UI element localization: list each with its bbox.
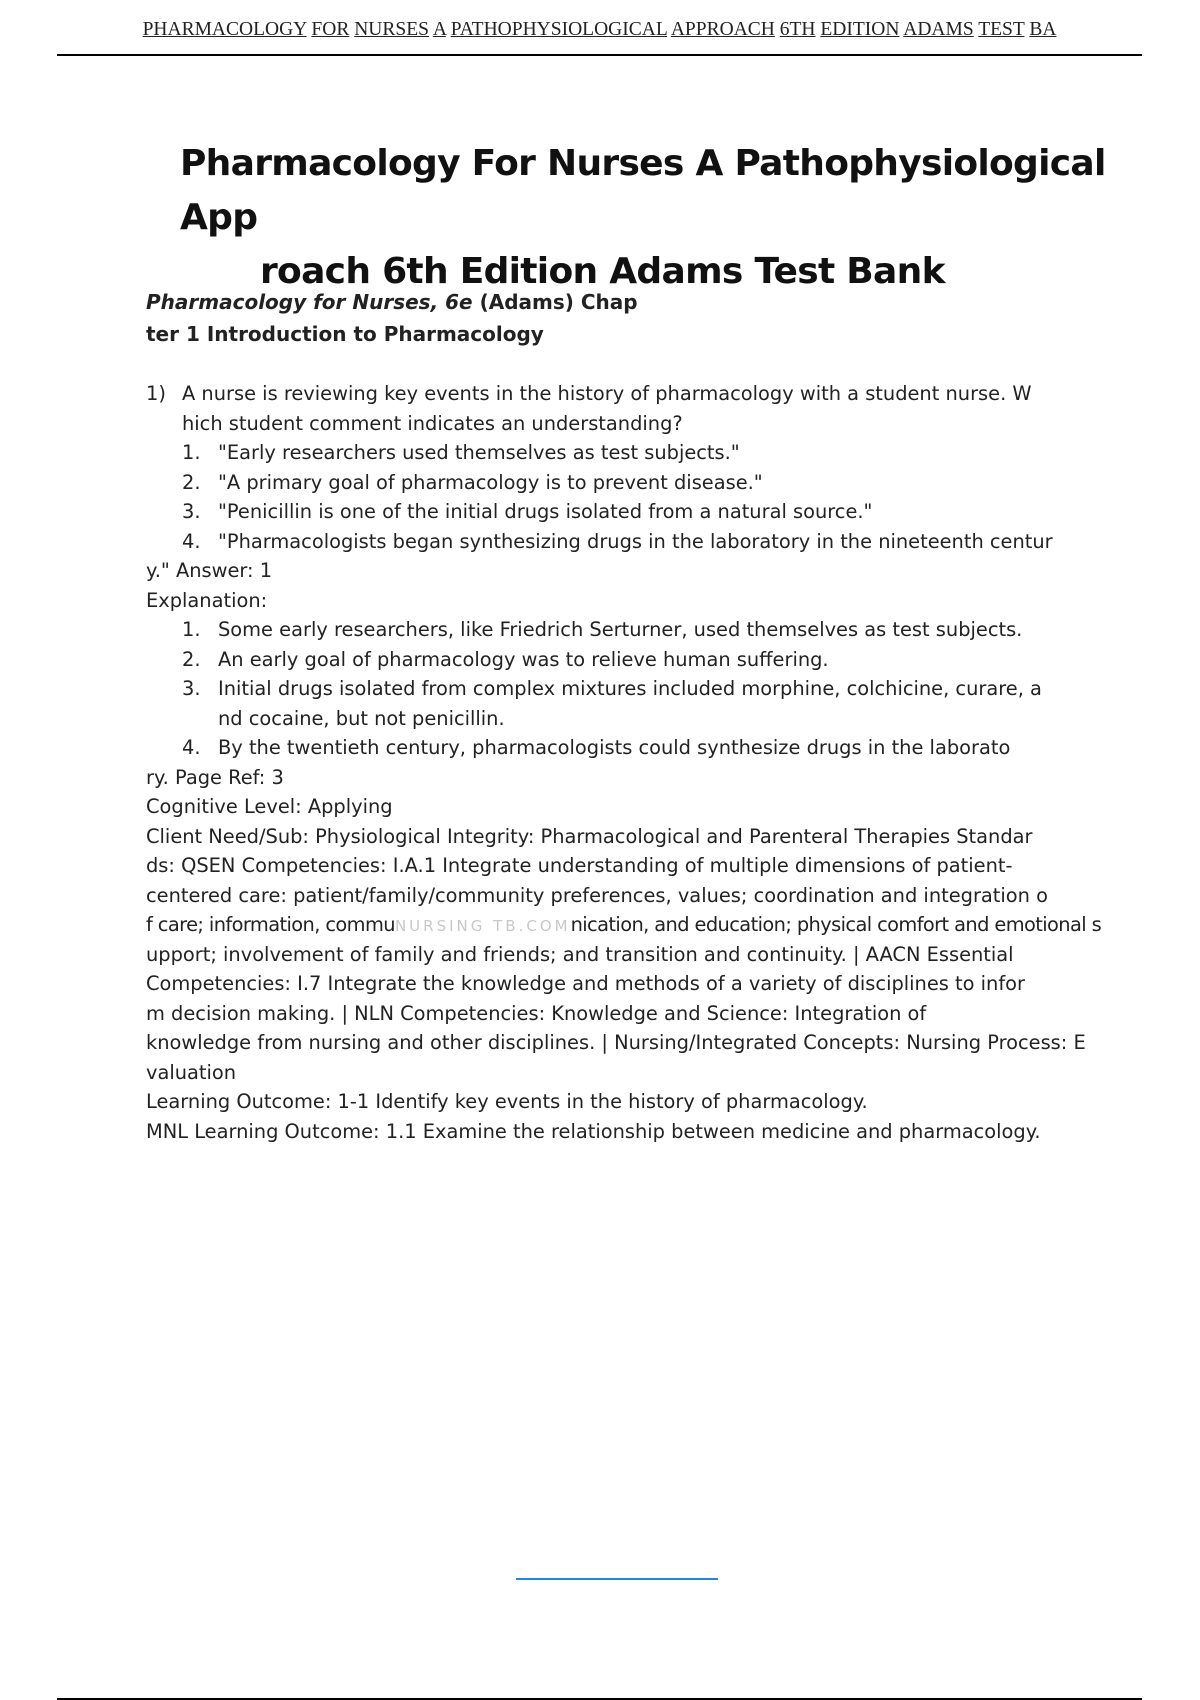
- answer-option: 1. "Early researchers used themselves as test subjects.": [182, 441, 740, 464]
- document-title: [180, 137, 1140, 299]
- header-word[interactable]: EDITION: [820, 19, 900, 40]
- answer-line: y." Answer: 1: [146, 559, 273, 582]
- title-line-2: roach 6th Edition Adams Test Bank: [260, 251, 945, 292]
- chapter-heading-rest: (Adams) Chap: [472, 290, 638, 314]
- question-stem: A nurse is reviewing key events in the history of pharmacology with a student nurse. W: [182, 382, 1032, 405]
- header-word[interactable]: PHARMACOLOGY: [142, 19, 307, 40]
- explanation-label: Explanation:: [146, 588, 268, 612]
- client-need-line: knowledge from nursing and other disciplines. | Nursing/Integrated Concepts: Nursing Process: E: [146, 1031, 1086, 1054]
- footer-link[interactable]: [516, 1578, 718, 1580]
- header-word[interactable]: NURSES: [354, 19, 429, 40]
- answer-option: 3. "Penicillin is one of the initial drugs isolated from a natural source.": [182, 500, 873, 523]
- running-header: [57, 16, 1142, 56]
- header-word[interactable]: TEST: [978, 19, 1025, 40]
- question-block: [146, 379, 1136, 1146]
- client-need-line: ds: QSEN Competencies: I.A.1 Integrate understanding of multiple dimensions of patient-: [146, 854, 1013, 877]
- header-word[interactable]: BA: [1029, 19, 1057, 40]
- client-need-line: centered care: patient/family/community preferences, values; coordination and integration o: [146, 883, 1048, 907]
- book-title: Pharmacology for Nurses, 6e: [146, 290, 473, 314]
- header-word[interactable]: FOR: [311, 19, 350, 40]
- header-word[interactable]: ADAMS: [903, 19, 974, 40]
- explanation-item: 1. Some early researchers, like Friedrich Serturner, used themselves as test subjects.: [182, 618, 1023, 641]
- explanation-item-cont: nd cocaine, but not penicillin.: [218, 706, 505, 730]
- header-word[interactable]: A: [432, 19, 446, 40]
- question-stem-cont: hich student comment indicates an understanding?: [182, 411, 683, 435]
- question-number: 1): [146, 382, 166, 405]
- client-need-line: f care; information, commuNURSING TB.COMnication, and education; physical comfort and emotional s: [146, 913, 1102, 936]
- client-need-line: Client Need/Sub: Physiological Integrity: Pharmacological and Parenteral Therapies Standar: [146, 824, 1033, 848]
- client-need-line: upport; involvement of family and friends; and transition and continuity. | AACN Essential: [146, 942, 1014, 966]
- explanation-item: 2. An early goal of pharmacology was to relieve human suffering.: [182, 647, 829, 671]
- explanation-item: 3. Initial drugs isolated from complex mixtures included morphine, colchicine, curare, a: [182, 677, 1042, 700]
- chapter-heading: [146, 286, 846, 350]
- watermark: NURSING TB.COM: [394, 917, 571, 935]
- explanation-item: 4. By the twentieth century, pharmacologists could synthesize drugs in the laborato: [182, 736, 1011, 759]
- mnl-learning-outcome: MNL Learning Outcome: 1.1 Examine the relationship between medicine and pharmacology.: [146, 1119, 1041, 1143]
- learning-outcome: Learning Outcome: 1-1 Identify key events in the history of pharmacology.: [146, 1090, 868, 1113]
- title-line-1: Pharmacology For Nurses A Pathophysiological App: [180, 143, 1106, 238]
- client-need-line: Competencies: I.7 Integrate the knowledge and methods of a variety of disciplines to infor: [146, 972, 1025, 995]
- header-word[interactable]: APPROACH: [670, 19, 775, 40]
- cognitive-level: Cognitive Level: Applying: [146, 795, 393, 818]
- chapter-heading-line-2: ter 1 Introduction to Pharmacology: [146, 322, 544, 346]
- answer-option: 2. "A primary goal of pharmacology is to prevent disease.": [182, 470, 763, 494]
- client-need-line: m decision making. | NLN Competencies: Knowledge and Science: Integration of: [146, 1001, 927, 1025]
- header-word[interactable]: 6TH: [779, 19, 816, 40]
- page-ref: ry. Page Ref: 3: [146, 765, 284, 789]
- client-need-line: valuation: [146, 1060, 237, 1084]
- answer-option: 4. "Pharmacologists began synthesizing drugs in the laboratory in the nineteenth centur: [182, 529, 1053, 553]
- header-word[interactable]: PATHOPHYSIOLOGICAL: [450, 19, 668, 40]
